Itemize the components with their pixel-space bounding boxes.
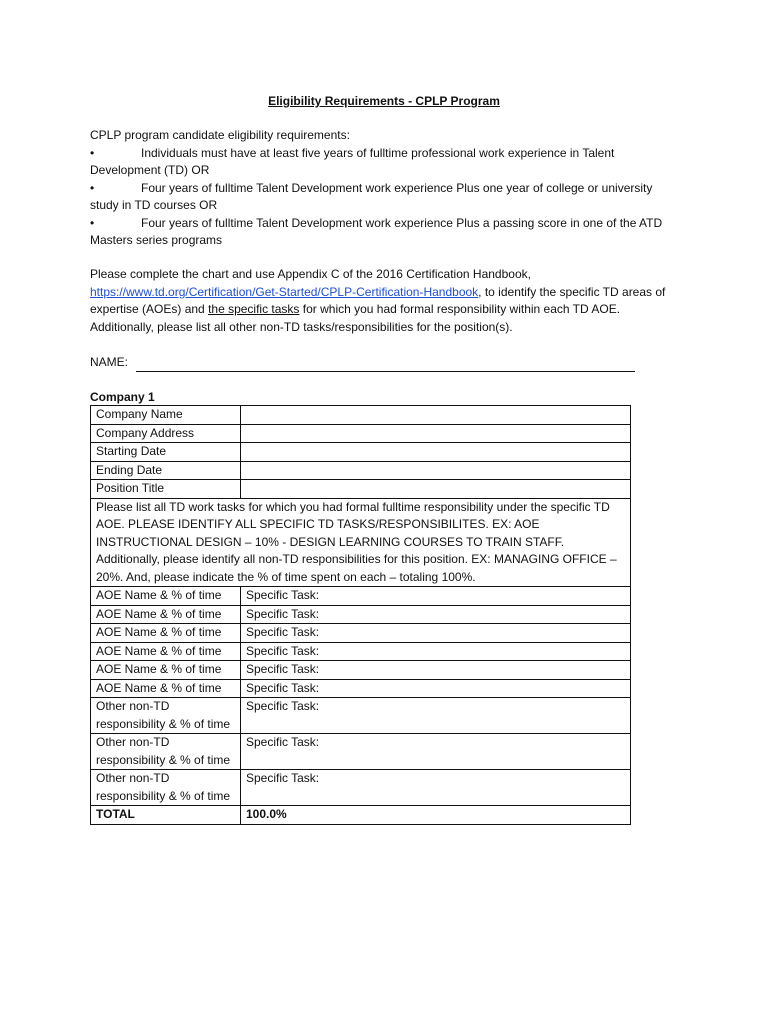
table-row (91, 480, 631, 499)
bullet-item (90, 145, 670, 180)
other-label: Other non-TD responsibility & % of time (91, 734, 241, 770)
aoe-label: AOE Name & % of time (91, 661, 241, 680)
specific-task-cell[interactable]: Specific Task: (241, 679, 631, 698)
total-value: 100.0% (241, 806, 631, 825)
input-cell[interactable] (241, 406, 631, 425)
aoe-label: AOE Name & % of time (91, 679, 241, 698)
aoe-label: AOE Name & % of time (91, 605, 241, 624)
specific-task-cell[interactable]: Specific Task: (241, 642, 631, 661)
instruction-cell: Please list all TD work tasks for which you had formal fulltime responsibility under the specific TD AOE. PLEASE IDENTIFY ALL SPECIFIC TD TASKS/RESPONSIBILITES. EX: AOE INSTRUCTIONAL DESIGN – 10% - DESIGN LEARNING COURSES TO TRAIN STAFF. Additionally, please identify all non-TD responsibilities for this position. EX: MANAGING OFFICE – 20%. And, please indicate the % of time spent on each – totaling 100%. (91, 498, 631, 587)
bullet-text: Individuals must have at least five years of fulltime professional work experience in Talent Development (TD) OR (90, 145, 615, 177)
bullet-symbol: • (90, 180, 95, 195)
input-cell[interactable] (241, 443, 631, 462)
specific-tasks-underline: the specific tasks (208, 302, 300, 316)
other-label: Other non-TD responsibility & % of time (91, 698, 241, 734)
instructions-text: , to identify the specific TD areas of expertise (AOEs) and (90, 284, 666, 316)
table-row (91, 624, 631, 643)
specific-task-cell[interactable]: Specific Task: (241, 624, 631, 643)
document-title: Eligibility Requirements - CPLP Program (268, 94, 500, 108)
row-label: Company Address (91, 424, 241, 443)
bullet-text: Four years of fulltime Talent Development work experience Plus one year of college or university study in TD courses OR (90, 180, 653, 212)
instructions-paragraph (90, 266, 670, 336)
table-row (91, 642, 631, 661)
bullet-text: Four years of fulltime Talent Development work experience Plus a passing score in one of the ATD Masters series programs (90, 215, 663, 247)
company-table (90, 405, 631, 825)
bullet-symbol: • (90, 145, 95, 160)
name-input-line[interactable] (136, 357, 635, 372)
row-label: Company Name (91, 406, 241, 425)
table-row (91, 605, 631, 624)
specific-task-cell[interactable]: Specific Task: (241, 698, 631, 734)
specific-task-cell[interactable]: Specific Task: (241, 770, 631, 806)
total-row (91, 806, 631, 825)
name-label: NAME: (90, 355, 129, 369)
bullet-symbol: • (90, 215, 95, 230)
instructions-text: Please complete the chart and use Appendix C of the 2016 Certification Handbook, (90, 267, 531, 281)
row-label: Ending Date (91, 461, 241, 480)
instructions-text: for which you had formal responsibility within each TD AOE. Additionally, please list all other non-TD tasks/responsibilities for the position(s). (90, 302, 621, 334)
table-row (91, 498, 631, 587)
total-label: TOTAL (91, 806, 241, 825)
specific-task-cell[interactable]: Specific Task: (241, 734, 631, 770)
table-row (91, 406, 631, 425)
specific-task-cell[interactable]: Specific Task: (241, 605, 631, 624)
input-cell[interactable] (241, 480, 631, 499)
bullet-item (90, 180, 670, 215)
aoe-label: AOE Name & % of time (91, 624, 241, 643)
specific-task-cell[interactable]: Specific Task: (241, 587, 631, 606)
aoe-label: AOE Name & % of time (91, 587, 241, 606)
company-label: Company 1 (90, 390, 155, 404)
eligibility-heading: CPLP program candidate eligibility requirements: (90, 128, 350, 142)
eligibility-section (90, 127, 670, 250)
table-row (91, 424, 631, 443)
table-row (91, 443, 631, 462)
row-label: Position Title (91, 480, 241, 499)
table-row (91, 461, 631, 480)
input-cell[interactable] (241, 461, 631, 480)
name-row (90, 354, 635, 372)
specific-task-cell[interactable]: Specific Task: (241, 661, 631, 680)
table-row (91, 734, 631, 770)
table-row (91, 679, 631, 698)
bullet-item (90, 215, 670, 250)
table-row (91, 770, 631, 806)
table-row (91, 661, 631, 680)
row-label: Starting Date (91, 443, 241, 462)
table-row (91, 587, 631, 606)
aoe-label: AOE Name & % of time (91, 642, 241, 661)
handbook-link[interactable]: https://www.td.org/Certification/Get-Started/CPLP-Certification-Handbook (90, 284, 479, 299)
table-row (91, 698, 631, 734)
input-cell[interactable] (241, 424, 631, 443)
other-label: Other non-TD responsibility & % of time (91, 770, 241, 806)
